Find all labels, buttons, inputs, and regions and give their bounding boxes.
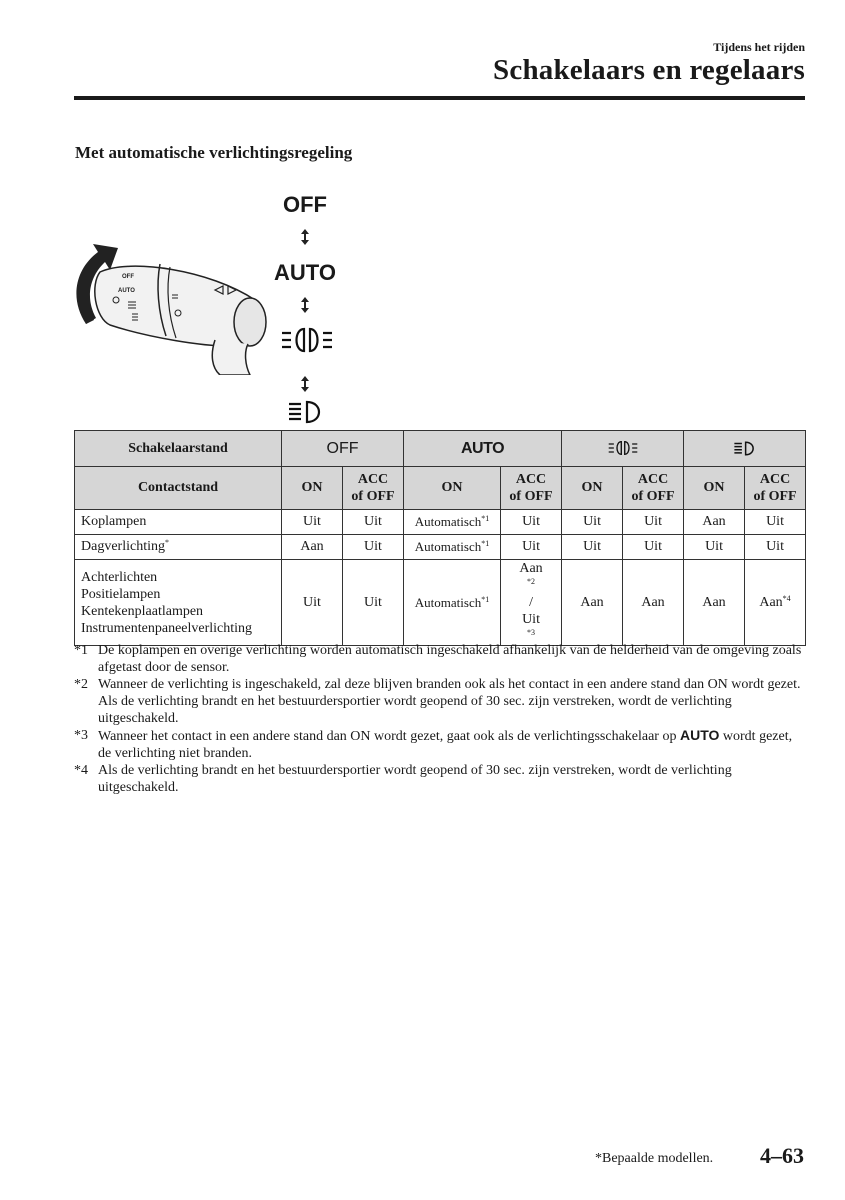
table-cell: Uit: [343, 535, 404, 560]
table-cell: Uit: [343, 510, 404, 535]
ignition-position-header: Contactstand: [75, 467, 282, 510]
table-cell: Automatisch$^{*1}$: [404, 560, 501, 646]
section-label: Tijdens het rijden: [713, 40, 805, 54]
stalk-off-label: OFF: [122, 274, 134, 280]
acc-header: ACC of OFF: [745, 467, 806, 510]
table-cell: Uit: [282, 560, 343, 646]
footnote: *3 Wanneer het contact in een andere stand dan ON wordt gezet, gaat ook als de verlichtingsschakelaar op AUTO wordt gezet, de verlichting niet branden.: [74, 727, 793, 761]
lighting-table: [74, 430, 806, 646]
footer-note: *Bepaalde modellen.: [595, 1151, 714, 1166]
headlight-icon: [733, 441, 757, 456]
header-rule: [74, 96, 805, 100]
double-arrow-icon: [295, 375, 315, 393]
table-row: [75, 560, 806, 646]
switch-position-header: Schakelaarstand: [75, 431, 282, 467]
table-cell: Uit: [562, 535, 623, 560]
table-cell: Automatisch$^{*1}$: [404, 510, 501, 535]
footnote: *4 Als de verlichting brandt en het bestuurdersportier wordt geopend of 30 sec. zijn verstreken, wordt de verlichting uitgeschakeld.: [74, 763, 732, 795]
headlight-icon: [287, 400, 325, 424]
section-heading: Met automatische verlichtingsregeling: [75, 143, 353, 162]
table-cell: Aan: [562, 560, 623, 646]
acc-header: ACC of OFF: [623, 467, 684, 510]
page-number: 4–63: [760, 1143, 804, 1168]
position-off-label: OFF: [283, 192, 327, 217]
double-arrow-icon: [295, 228, 315, 246]
footnote: *2 Wanneer de verlichting is ingeschakeld, zal deze blijven branden ook als het contact in een andere stand dan ON wordt gezet. Als de verlichting brandt en het bestuurdersportier wordt geopend of 30 sec. zijn verstreken, wordt de verlichting uitgeschakeld.: [74, 677, 801, 726]
on-header: ON: [282, 467, 343, 510]
table-cell: Automatisch$^{*1}$: [404, 535, 501, 560]
footnotes: [74, 642, 805, 796]
table-cell: Uit: [745, 535, 806, 560]
stalk-auto-label: AUTO: [118, 288, 135, 294]
acc-header: ACC of OFF: [501, 467, 562, 510]
table-row: [75, 535, 806, 560]
table-cell: Aan$^{*4}$: [745, 560, 806, 646]
page-title: Schakelaars en regelaars: [493, 54, 805, 86]
table-cell: Aan: [282, 535, 343, 560]
on-header: ON: [684, 467, 745, 510]
table-row: [75, 510, 806, 535]
row-label: Koplampen: [75, 510, 282, 535]
acc-header: ACC of OFF: [343, 467, 404, 510]
table-cell: Uit: [562, 510, 623, 535]
dimmed-lights-icon: [606, 440, 640, 456]
table-cell: Uit: [745, 510, 806, 535]
table-cell: Aan: [623, 560, 684, 646]
on-header: ON: [562, 467, 623, 510]
table-cell: Aan: [684, 510, 745, 535]
auto-column-header: AUTO: [460, 439, 505, 457]
light-switch-stalk-illustration: [60, 240, 270, 375]
position-auto-label: AUTO: [274, 260, 336, 285]
double-arrow-icon: [295, 296, 315, 314]
row-label: Achterlichten Positielampen Kentekenplaatlampen Instrumentenpaneelverlichting: [75, 560, 282, 646]
table-cell: Uit: [623, 510, 684, 535]
dimmed-lights-icon: [280, 326, 334, 354]
table-cell: Uit: [501, 510, 562, 535]
table-cell: Aan: [684, 560, 745, 646]
row-label: Dagverlichting*: [75, 535, 282, 560]
table-cell: Uit: [343, 560, 404, 646]
table-cell: Uit: [282, 510, 343, 535]
on-header: ON: [404, 467, 501, 510]
off-column-header: OFF: [326, 439, 359, 457]
table-cell: Uit: [684, 535, 745, 560]
footnote: *1 De koplampen en overige verlichting worden automatisch ingeschakeld afhankelijk van de helderheid van de omgeving zoals afgetast door de sensor.: [74, 643, 802, 675]
table-cell: Uit: [623, 535, 684, 560]
table-cell: Aan $^{*2}$ / Uit $^{*3}$: [501, 560, 562, 646]
table-cell: Uit: [501, 535, 562, 560]
